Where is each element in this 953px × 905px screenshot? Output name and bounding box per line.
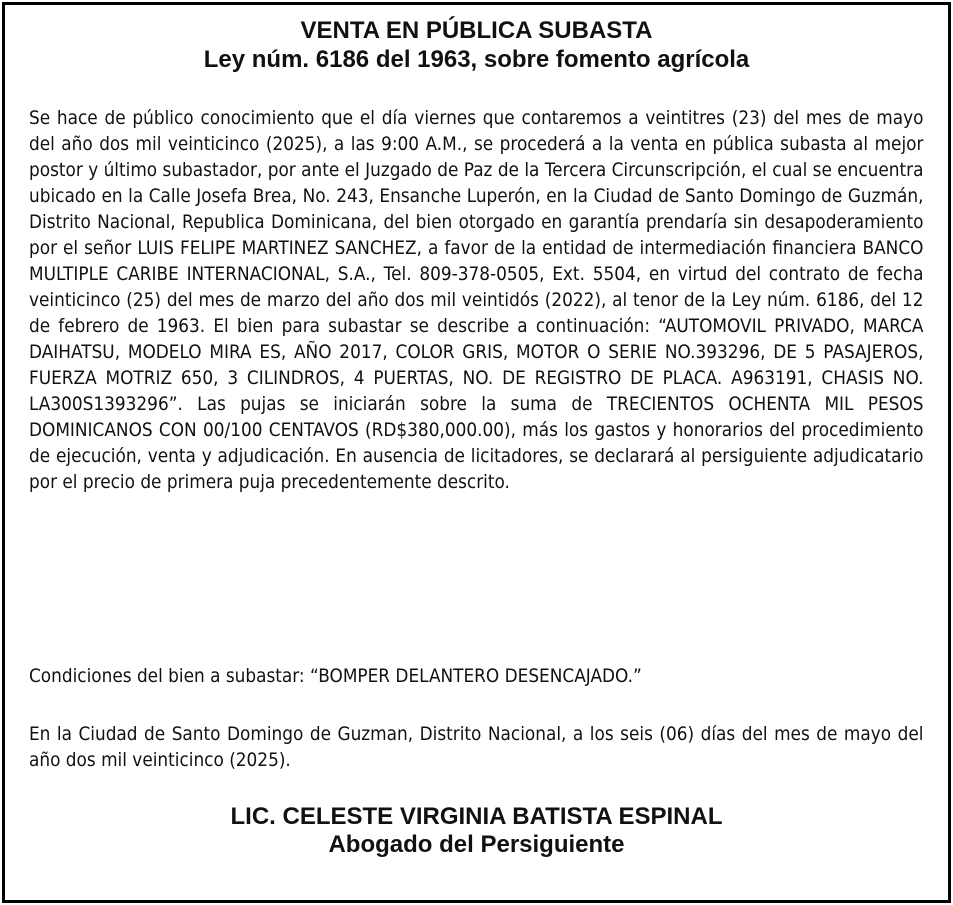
auction-notice — [2, 2, 951, 903]
conditions-paragraph: Condiciones del bien a subastar: “BOMPER DELANTERO DESENCAJADO.” — [29, 665, 642, 687]
notice-body-paragraph: Se hace de público conocimiento que el día viernes que contaremos a veintitres (23) del mes de mayo del año dos mil veinticinco (2025), a las 9:00 A.M., se procederá a la venta en pública subasta al mejor postor y último subastador, por ante el Juzgado de Paz de la Tercera Circunscripción, el cual se encuentra ubicado en la Calle Josefa Brea, No. 243, Ensanche Luperón, en la Ciudad de Santo Domingo de Guzmán, Distrito Nacional, Republica Dominicana, del bien otorgado en garantía prendaría sin desapoderamiento por el señor LUIS FELIPE MARTINEZ SANCHEZ, a favor de la entidad de intermediación financiera BANCO MULTIPLE CARIBE INTERNACIONAL, S.A., Tel. 809-378-0505, Ext. 5504, en virtud del contrato de fecha veinticinco (25) del mes de marzo del año dos mil veintidós (2022), al tenor de la Ley núm. 6186, del 12 de febrero de 1963. El bien para subastar se describe a continuación: “AUTOMOVIL PRIVADO, MARCA DAIHATSU, MODELO MIRA ES, AÑO 2017, COLOR GRIS, MOTOR O SERIE NO.393296, DE 5 PASAJEROS, FUERZA MOTRIZ 650, 3 CILINDROS, 4 PUERTAS, NO. DE REGISTRO DE PLACA. A963191, CHASIS NO. LA300S1393296”. Las pujas se iniciarán sobre la suma de TRECIENTOS OCHENTA MIL PESOS DOMINICANOS CON 00/100 CENTAVOS (RD$380,000.00), más los gastos y honorarios del procedimiento de ejecución, venta y adjudicación. En ausencia de licitadores, se declarará al persiguiente adjudicatario por el precio de primera puja precedentemente descrito. — [29, 107, 924, 493]
signatory-role: Abogado del Persiguiente — [328, 831, 625, 858]
notice-subtitle: Ley núm. 6186 del 1963, sobre fomento agrícola — [203, 46, 750, 73]
signatory-name: LIC. CELESTE VIRGINIA BATISTA ESPINAL — [230, 803, 723, 830]
notice-title: VENTA EN PÚBLICA SUBASTA — [300, 17, 653, 44]
place-date-paragraph: En la Ciudad de Santo Domingo de Guzman, Distrito Nacional, a los seis (06) días del mes de mayo del año dos mil veinticinco (2025). — [29, 723, 924, 771]
